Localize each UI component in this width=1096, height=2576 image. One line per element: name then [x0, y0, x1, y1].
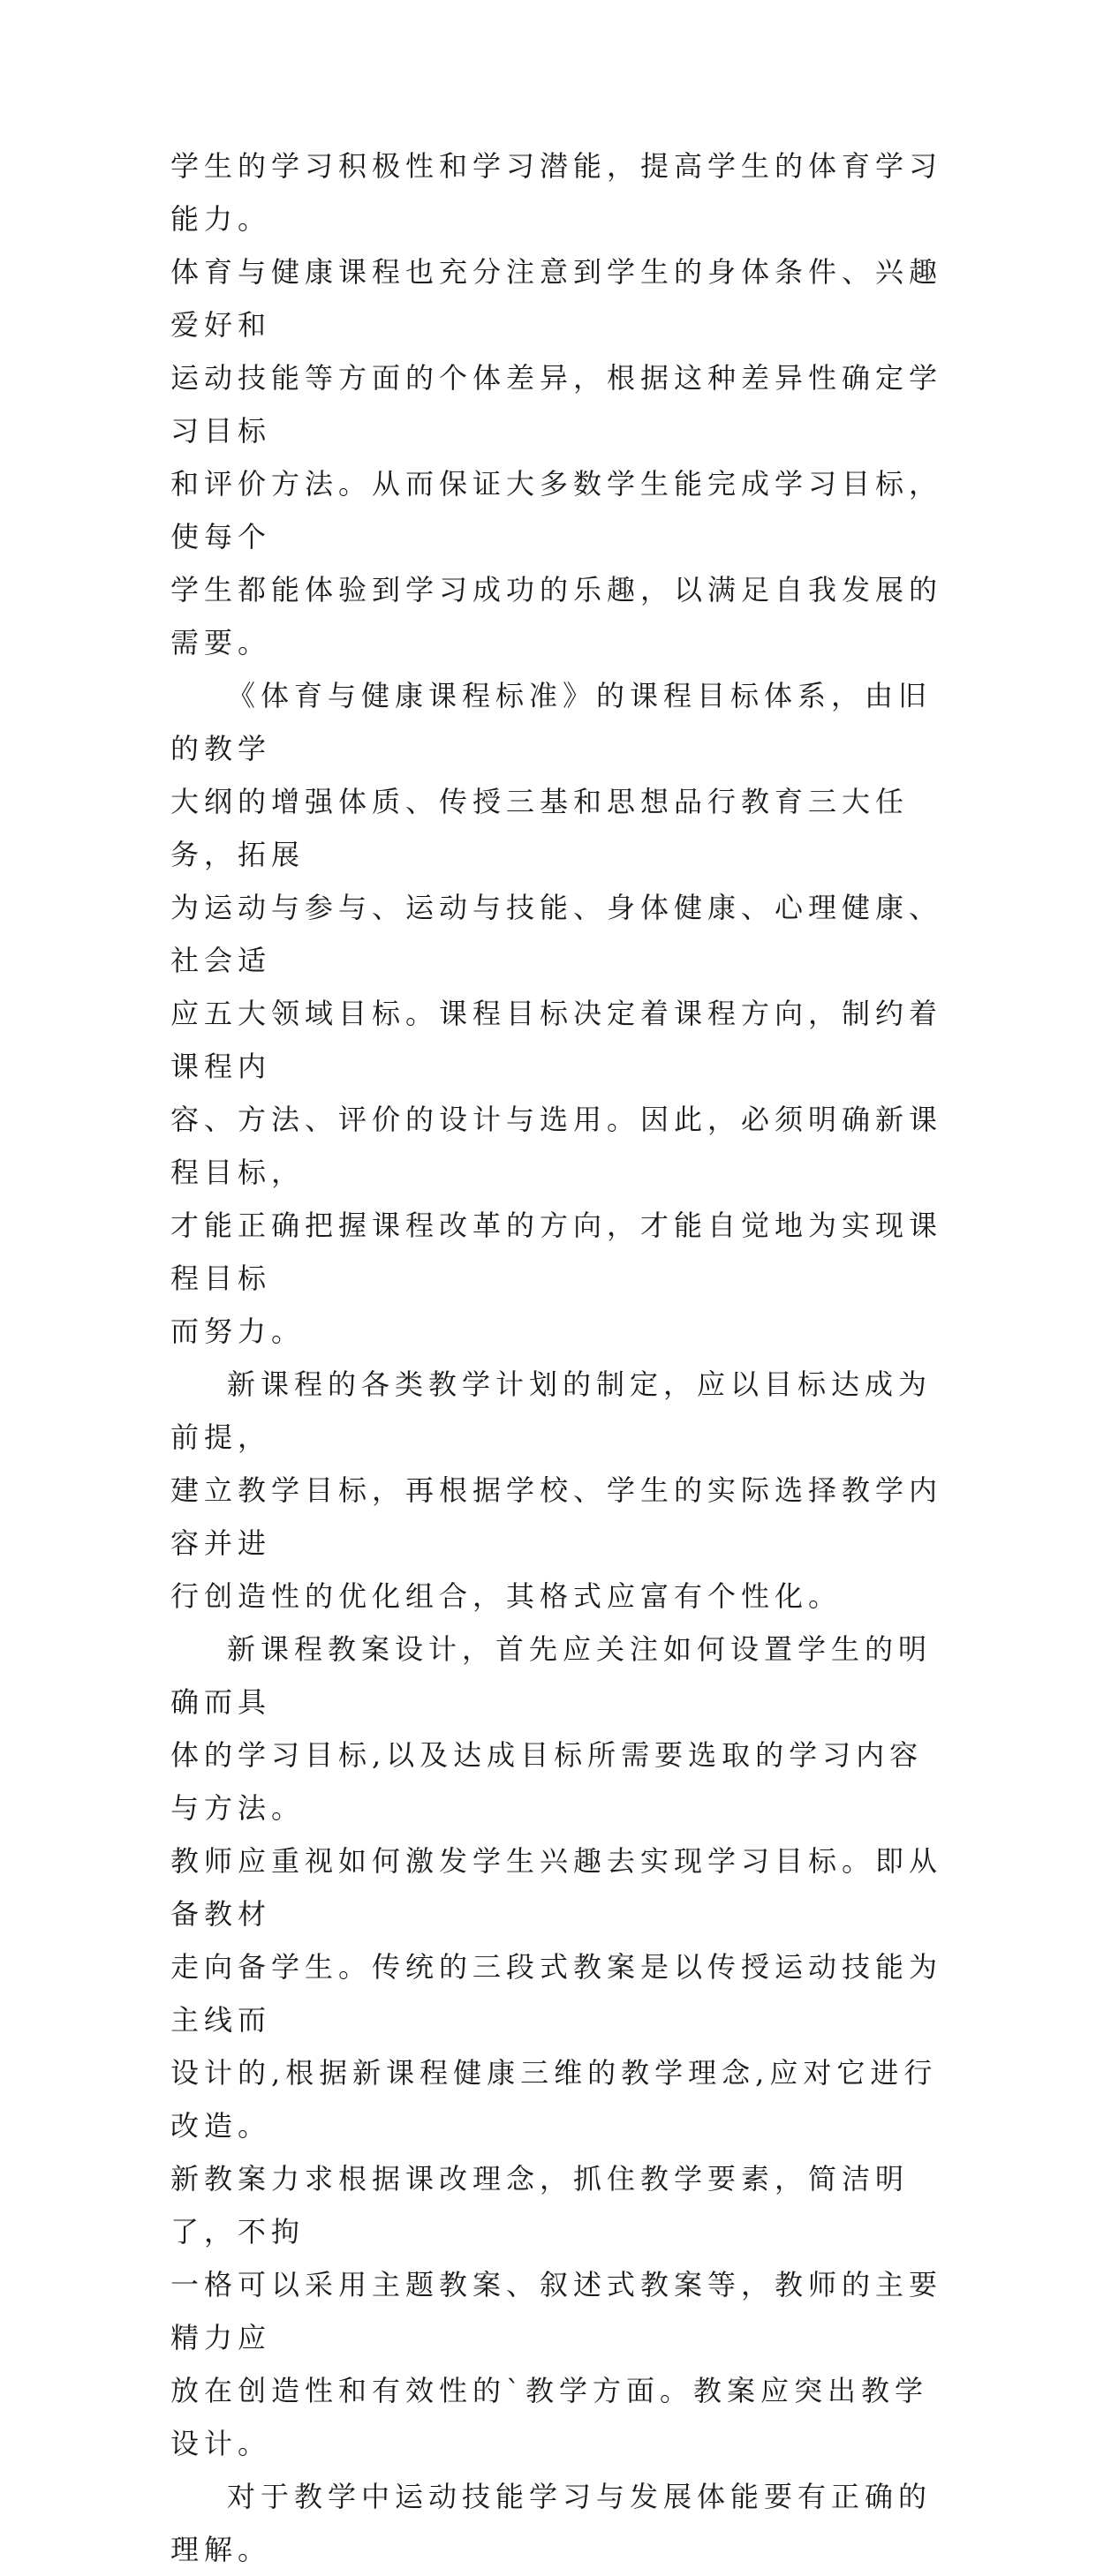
paragraph-4	[170, 1623, 948, 2470]
paragraph-2	[170, 669, 948, 1358]
text-line: 教师应重视如何激发学生兴趣去实现学习目标。即从备教材	[170, 1844, 943, 1931]
text-line: 走向备学生。传统的三段式教案是以传授运动技能为主线而	[170, 1950, 943, 2037]
text-line: 设计的,根据新课程健康三维的教学理念,应对它进行改造。	[170, 2056, 938, 2143]
text-line: 而努力。	[170, 1314, 306, 1348]
text-line: 容、方法、评价的设计与选用。因此，必须明确新课程目标，	[170, 1103, 943, 1189]
text-line: 体的学习目标,以及达成目标所需要选取的学习内容与方法。	[170, 1738, 924, 1825]
text-line: 体育与健康课程也充分注意到学生的身体条件、兴趣爱好和	[170, 255, 943, 342]
text-line: 和评价方法。从而保证大多数学生能完成学习目标，使每个	[170, 467, 943, 554]
text-line: 一格可以采用主题教案、叙述式教案等，教师的主要精力应	[170, 2268, 943, 2354]
text-line: 新课程教案设计，首先应关注如何设置学生的明确而具	[170, 1632, 933, 1719]
paragraph-1	[170, 139, 948, 669]
text-line: 《体育与健康课程标准》的课程目标体系，由旧的教学	[170, 679, 933, 765]
text-line: 大纲的增强体质、传授三基和思想品行教育三大任务，拓展	[170, 785, 910, 871]
text-line: 应五大领域目标。课程目标决定着课程方向，制约着课程内	[170, 997, 943, 1083]
text-line: 学生都能体验到学习成功的乐趣，以满足自我发展的需要。	[170, 573, 943, 659]
text-line: 新教案力求根据课改理念，抓住教学要素，简洁明了，不拘	[170, 2162, 910, 2248]
text-line: 新课程的各类教学计划的制定，应以目标达成为前提，	[170, 1367, 933, 1454]
paragraph-5	[170, 2470, 948, 2576]
text-line: 行创造性的优化组合，其格式应富有个性化。	[170, 1579, 843, 1613]
text-line: 对于教学中运动技能学习与发展体能要有正确的理解。	[170, 2480, 933, 2566]
body-text	[170, 139, 948, 2576]
text-line: 才能正确把握课程改革的方向，才能自觉地为实现课程目标	[170, 1209, 943, 1295]
paragraph-3	[170, 1358, 948, 1623]
text-line: 学生的学习积极性和学习潜能，提高学生的体育学习能力。	[170, 149, 943, 236]
text-line: 建立教学目标，再根据学校、学生的实际选择教学内容并进	[170, 1473, 943, 1560]
text-line: 运动技能等方面的个体差异，根据这种差异性确定学习目标	[170, 361, 943, 448]
text-line: 为运动与参与、运动与技能、身体健康、心理健康、社会适	[170, 891, 943, 977]
text-line: 放在创造性和有效性的`教学方面。教案应突出教学设计。	[170, 2374, 929, 2460]
